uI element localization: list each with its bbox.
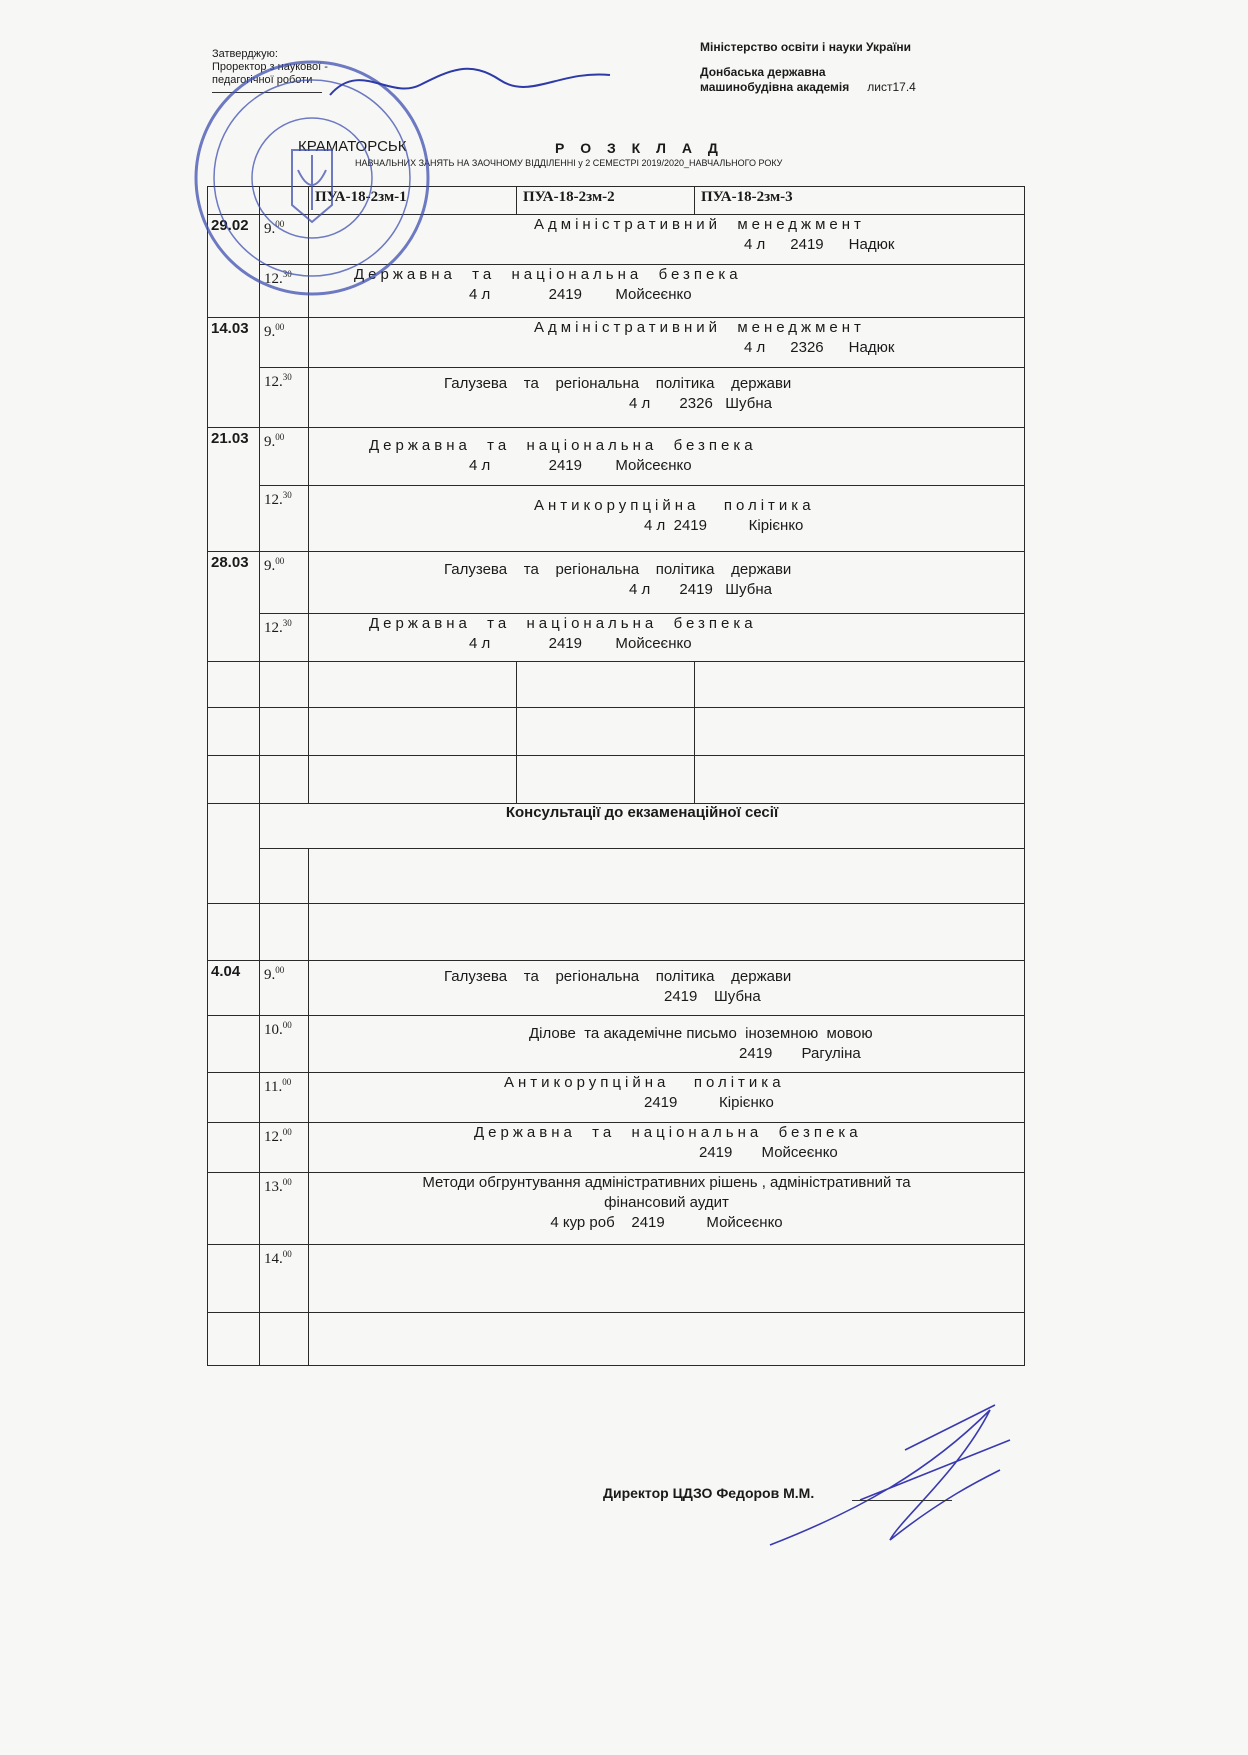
subject: Галузева та регіональна політика держави <box>444 968 792 985</box>
time-cell: 12.30 <box>260 486 309 552</box>
subject: Адміністративний менеджмент <box>534 319 865 336</box>
subject: Державна та національна безпека <box>369 615 757 632</box>
subject-continued: фінансовий аудит <box>604 1194 729 1211</box>
subject: Державна та національна безпека <box>474 1124 862 1141</box>
subject: Державна та національна безпека <box>369 437 757 454</box>
director-line <box>603 1485 814 1501</box>
time-cell: 12.30 <box>260 614 309 662</box>
date-cell: 21.03 <box>208 428 260 552</box>
lesson-details: 4 кур роб 2419 Мойсеєнко <box>550 1214 783 1231</box>
ministry-name: Міністерство освіти і науки України <box>700 40 912 54</box>
subject: Галузева та регіональна політика держави <box>444 375 792 392</box>
time-cell: 14.00 <box>260 1245 309 1313</box>
date-cell: 14.03 <box>208 318 260 428</box>
time-cell: 9.00 <box>260 552 309 614</box>
lesson-details: 4 л 2326 Шубна <box>629 395 772 412</box>
time-cell: 9.00 <box>260 215 309 265</box>
group-header: ПУА-18-2зм-1 <box>309 187 517 215</box>
document-title: Р О З К Л А Д <box>555 140 724 156</box>
lesson-details: 4 л 2419 Надюк <box>744 236 895 253</box>
lesson-details: 4 л 2419 Мойсеєнко <box>469 286 692 303</box>
time-cell: 9.00 <box>260 428 309 486</box>
official-seal <box>196 62 428 294</box>
approval-line: Проректор з наукової - <box>212 61 328 73</box>
subject: Адміністративний менеджмент <box>534 216 865 233</box>
lesson-details: 4 л 2419 Мойсеєнко <box>469 457 692 474</box>
consult-title: Консультації до екзаменаційної сесії <box>260 804 1025 849</box>
lesson-details: 4 л 2326 Надюк <box>744 339 895 356</box>
lesson-details: 2419 Кірієнко <box>644 1094 774 1111</box>
subject: Ділове та академічне письмо іноземною мовою <box>529 1025 873 1042</box>
date-cell: 29.02 <box>208 215 260 318</box>
time-cell: 11.00 <box>260 1073 309 1123</box>
academy-line-1: Донбаська державна <box>700 65 826 79</box>
approval-line: педагогічної роботи <box>212 74 313 86</box>
time-cell: 12.00 <box>260 1123 309 1173</box>
lesson-details: 4 л 2419 Кірієнко <box>644 517 804 534</box>
time-cell: 9.00 <box>260 318 309 368</box>
lesson-details: 2419 Шубна <box>664 988 761 1005</box>
time-cell: 12.30 <box>260 265 309 318</box>
document-subtitle: НАВЧАЛЬНИХ ЗАНЯТЬ НА ЗАОЧНОМУ ВІДДІЛЕННІ у 2 СЕМЕСТРІ 2019/2020_НАВЧАЛЬНОГО РОКУ <box>355 158 783 168</box>
director-name: Директор ЦДЗО Федоров М.М. <box>603 1485 815 1501</box>
date-cell: 28.03 <box>208 552 260 662</box>
time-cell: 10.00 <box>260 1016 309 1073</box>
sheet-number: лист17.4 <box>867 80 916 94</box>
time-cell: 13.00 <box>260 1173 309 1245</box>
subject: Антикорупційна політика <box>534 497 815 514</box>
lesson-details: 4 л 2419 Мойсеєнко <box>469 635 692 652</box>
city: КРАМАТОРСЬК <box>298 138 407 155</box>
approval-line: Затверджую: <box>212 48 278 60</box>
lesson-details: 2419 Мойсеєнко <box>699 1144 838 1161</box>
academy-line-2: машинобудівна академія <box>700 80 850 94</box>
group-header: ПУА-18-2зм-2 <box>517 187 695 215</box>
group-header: ПУА-18-2зм-3 <box>695 187 1025 215</box>
director-signature <box>770 1405 1010 1545</box>
subject: Державна та національна безпека <box>354 266 742 283</box>
date-cell: 4.04 <box>208 961 260 1016</box>
subject: Методи обгрунтування адміністративних рішень , адміністративний та <box>422 1174 911 1191</box>
time-cell: 12.30 <box>260 368 309 428</box>
lesson-details: 4 л 2419 Шубна <box>629 581 772 598</box>
time-cell: 9.00 <box>260 961 309 1016</box>
approval-signature <box>330 69 610 95</box>
subject: Галузева та регіональна політика держави <box>444 561 792 578</box>
lesson-details: 2419 Рагуліна <box>739 1045 861 1062</box>
subject: Антикорупційна політика <box>504 1074 785 1091</box>
